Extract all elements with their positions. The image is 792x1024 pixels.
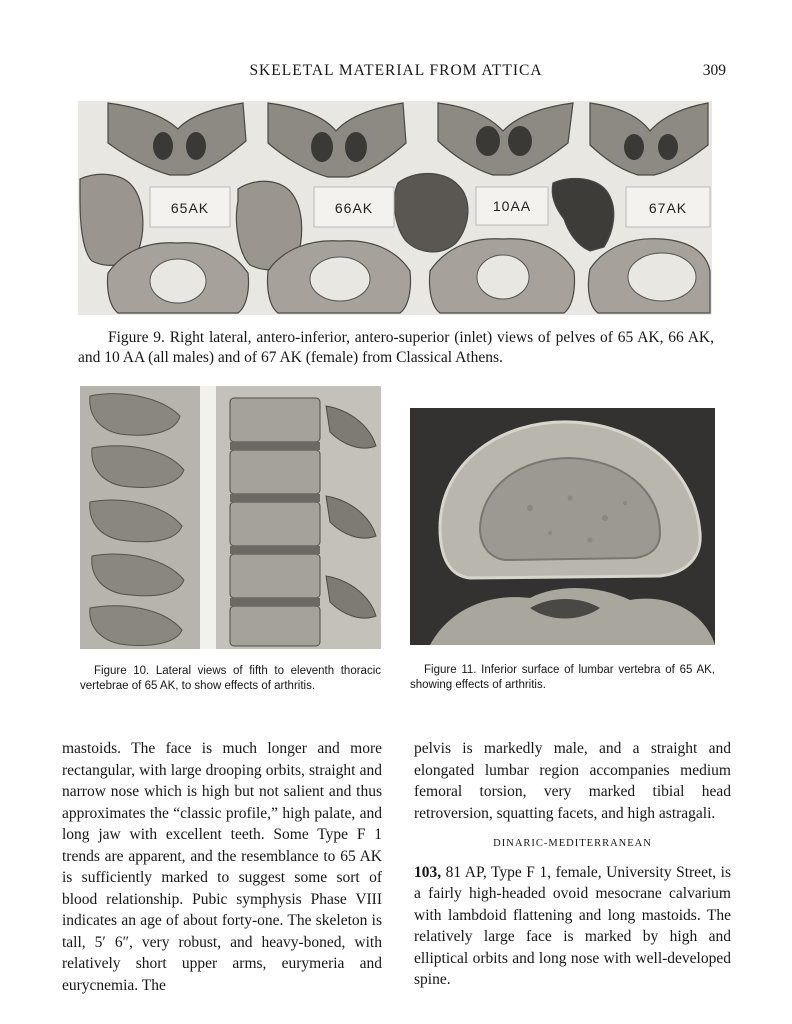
running-title: SKELETAL MATERIAL FROM ATTICA — [249, 62, 543, 79]
figure-11-photo — [410, 408, 715, 645]
lumbar-vertebra-photograph — [410, 408, 715, 645]
figure-9-label-10aa: 10AA — [492, 198, 532, 214]
section-heading: DINARIC-MEDITERRANEAN — [493, 838, 652, 849]
body-right-column — [414, 738, 731, 991]
figure-9-caption: Figure 9. Right lateral, antero-inferior, antero-superior (inlet) views of pelves of 65 AK, 66 AK, and 10 AA (all males) and of 67 AK (female) from Classical Athens. — [78, 329, 714, 366]
vertebrae-photograph — [80, 386, 381, 649]
right-column-paragraph-1: pelvis is markedly male, and a straight and elongated lumbar region accompanies medium femoral torsion, very marked tibial head retroversion, squatting facets, and high astragali. — [414, 740, 731, 822]
pelves-photograph — [78, 101, 712, 315]
entry-text: 81 AP, Type F 1, female, University Street, is a fairly high-headed ovoid mesocrane calvarium with lambdoid flattening and long mastoids. The relatively large face is marked by high and elliptical orbits and long nose with well-developed spine. — [414, 863, 731, 988]
figure-10-caption: Figure 10. Lateral views of fifth to eleventh thoracic vertebrae of 65 AK, to show effects of arthritis. — [80, 665, 381, 692]
page-number: 309 — [702, 62, 726, 79]
figure-9-label-67ak: 67AK — [648, 200, 688, 216]
figure-10-photo — [80, 386, 381, 649]
figure-9-plate — [78, 101, 712, 315]
entry-paragraph — [414, 862, 731, 991]
figure-9-label-65ak: 65AK — [170, 200, 210, 216]
figure-9-label-66ak: 66AK — [334, 200, 374, 216]
body-left-column: mastoids. The face is much longer and more rectangular, with large drooping orbits, straight and narrow nose which is high but not salient and thus approximates the “classic profile,” high palate, and long jaw with excellent teeth. Some Type F 1 trends are apparent, and the resemblance to 65 AK is sufficiently marked to suggest some sort of blood relationship. Pubic symphysis Phase VIII indicates an age of about forty-one. The skeleton is tall, 5′ 6″, very robust, and heavy-boned, with relatively short upper arms, eurymeria and eurycnemia. The — [62, 740, 382, 994]
figure-11-caption: Figure 11. Inferior surface of lumbar vertebra of 65 AK, showing effects of arthritis. — [410, 664, 715, 691]
entry-number: 103, — [414, 863, 442, 881]
